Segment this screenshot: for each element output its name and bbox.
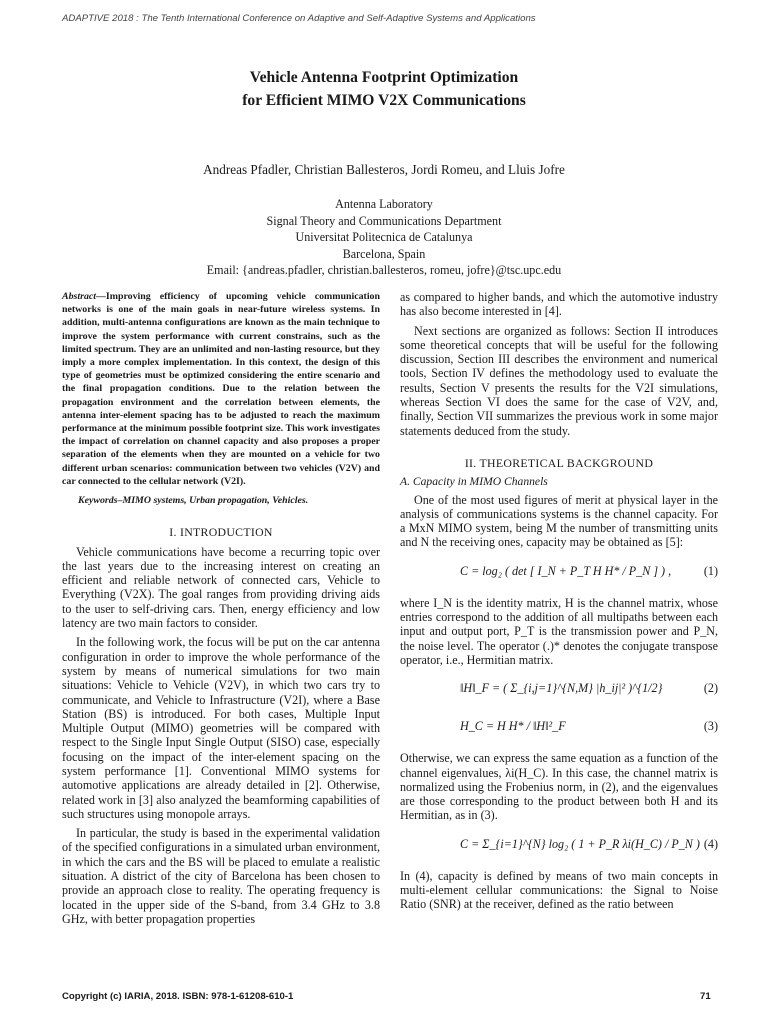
equation-number: (4) — [703, 836, 718, 851]
paragraph: Vehicle communications have become a recurring topic over the last years due to the increasing interest on creating an efficient and reliable network of connected cars, Vehicle to Everything (V2X). The goal ranges from providing driving aids to the user to self-driving cars. Then, energy efficiency and low latency are two main factors to consider. — [62, 544, 380, 631]
paper-title-line-2: for Efficient MIMO V2X Communications — [242, 92, 526, 109]
keywords: Keywords–MIMO systems, Urban propagation, Vehicles. — [78, 495, 309, 507]
equation-number: (3) — [703, 719, 718, 734]
affiliation-email: Email: {andreas.pfadler, christian.ballesteros, romeu, jofre}@tsc.upc.edu — [206, 263, 562, 277]
abstract — [62, 290, 380, 488]
paper-title-line-1: Vehicle Antenna Footprint Optimization — [249, 69, 519, 86]
conference-header: ADAPTIVE 2018 : The Tenth International Conference on Adaptive and Self-Adaptive Systems and Applications — [62, 13, 536, 24]
right-column — [400, 290, 718, 917]
equation-number: (1) — [703, 563, 718, 578]
equation-number: (2) — [703, 681, 718, 696]
paragraph: In particular, the study is based in the experimental validation of the specified configurations in a simulated urban environment, in which the cars and the BS will be placed to emulate a realistic situation. A district of the city of Barcelona has been chosen to provide an approach close to reality. The operating frequency is located in the upper side of the S-band, from 3.4 GHz to 3.8 GHz, with better propagation properties — [62, 826, 380, 926]
section-heading-introduction: I. INTRODUCTION — [169, 525, 273, 540]
paragraph: In (4), capacity is defined by means of two main concepts in multi-element cellular communications: the Signal to Noise Ratio (SNR) at the receiver, defined as the ratio between — [400, 868, 718, 912]
abstract-text: Improving efficiency of upcoming vehicle communication networks is one of the main goals in near-future wireless systems. In addition, multi-antenna configurations are known as the main technique to improve the system performance with current constrains, such as the limited spectrum. They are an unlimited and non-lasting resource, but they imply a more complex implementation. In this context, the design of this type of geometries must be optimized considering the entire scenario and the final propagation conditions. Due to the relation between the propagation environment and the correlation between elements, the antenna inter-element spacing has to be adjusted to reach the maximum performance at the minimum possible footprint size. This work investigates the impact of correlation on channel capacity and also proposes a proper separation of the elements when they are mounted on a vehicle for two different urban scenarios: communication between two vehicles (V2V) and car connected to the cellular network (V2I). — [62, 291, 380, 487]
authors: Andreas Pfadler, Christian Ballesteros, Jordi Romeu, and Lluis Jofre — [203, 162, 565, 177]
footer-copyright: Copyright (c) IARIA, 2018. ISBN: 978-1-61208-610-1 — [62, 991, 294, 1002]
paragraph: One of the most used figures of merit at physical layer in the analysis of communications systems is the channel capacity. For a MxN MIMO system, being M the number of transmitting units and N the receiving ones, capacity may be obtained as [5]: — [400, 492, 718, 550]
equation-body: C = Σ_{i=1}^{N} log₂ ( 1 + P_R λi(H_C) / P_N ) — [460, 836, 700, 851]
paragraph: as compared to higher bands, and which the automotive industry has also become interested in [4]. — [400, 290, 718, 319]
paragraph: Next sections are organized as follows: Section II introduces some theoretical concepts that will be useful for the following discussion, Section III describes the environment and numerical tools, Section IV defines the methodology used to evaluate the results, Section V presents the results for the V2I simulations, whereas Section VI does the same for the case of V2V, and, finally, Section VII summarizes the previous work in some major statements deduced from the study. — [400, 323, 718, 438]
equation-body: H_C = H H* / ‖H‖²_F — [460, 719, 566, 734]
affiliation-line: Signal Theory and Communications Department — [266, 213, 502, 228]
section-heading-theoretical-background: II. THEORETICAL BACKGROUND — [464, 455, 654, 470]
paragraph: where I_N is the identity matrix, H is the channel matrix, whose entries correspond to the addition of all multipaths between each input and output port, P_T is the transmission power and P_N, the noise level. The operator (.)* denotes the conjugate transpose operator, i.e., Hermitian matrix. — [400, 595, 718, 667]
abstract-label: Abstract— — [62, 291, 106, 302]
equation-2 — [400, 675, 718, 705]
equation-4 — [400, 831, 718, 861]
paragraph: In the following work, the focus will be put on the car antenna configuration in order to improve the whole performance of the system by means of numerical simulations for two main situations: Vehicle to Vehicle (V2V), in which two cars try to communicate, and Vehicle to Infrastructure (V2I), where a Base Station (BS) is introduced. For both cases, Multiple Input Multiple Output (MIMO) geometries will be compared with respect to the Single Input Single Output (SISO) case, especially focusing on the impact of the inter-element spacing on the system performance [1]. Conventional MIMO systems for automotive applications are already detailed in [2]. Otherwise, related work in [3] also analyzed the beamforming capabilities of such structures using monopole arrays. — [62, 635, 380, 821]
equation-body: ‖H‖_F = ( Σ_{i,j=1}^{N,M} |h_ij|² )^{1/2} — [460, 681, 663, 696]
paragraph: Otherwise, we can express the same equation as a function of the channel eigenvalues, λi(H_C). In this case, the channel matrix is normalized using the Frobenius norm, in (2), and the eigenvalues are those corresponding to the product between both H and its Hermitian, as in (3). — [400, 751, 718, 823]
equation-3 — [400, 713, 718, 743]
equation-1 — [400, 558, 718, 588]
equation-body: C = log₂ ( det [ I_N + P_T H H* / P_N ] ) , — [460, 563, 672, 578]
affiliation-line: Universitat Politecnica de Catalunya — [295, 230, 473, 244]
affiliation-line: Barcelona, Spain — [342, 246, 426, 261]
page-number: 71 — [700, 991, 711, 1002]
left-column — [62, 290, 380, 931]
affiliation-line: Antenna Laboratory — [335, 197, 433, 211]
affiliation — [0, 196, 768, 279]
subsection-heading: A. Capacity in MIMO Channels — [400, 475, 548, 489]
